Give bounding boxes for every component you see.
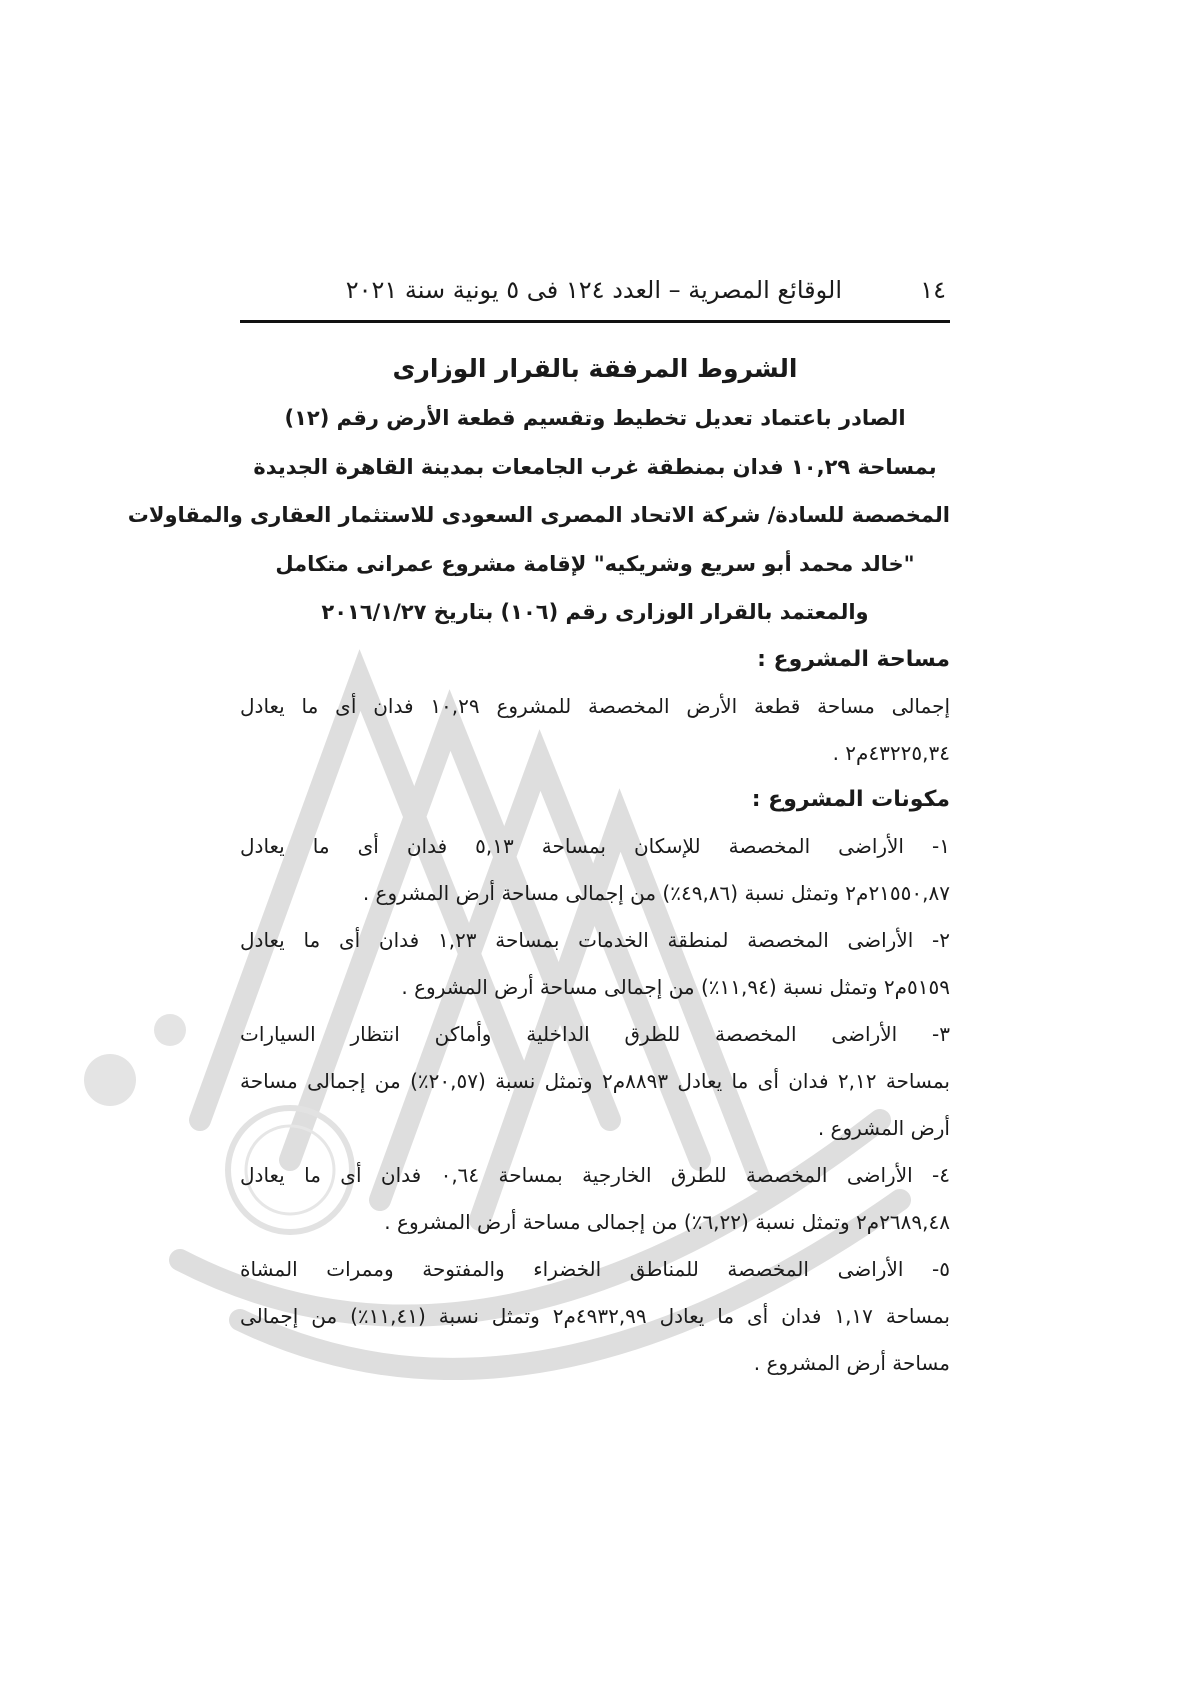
paragraph-line: ٢- الأراضى المخصصة لمنطقة الخدمات بمساحة ١,٢٣ فدان أى ما يعادل (240, 927, 950, 952)
subtitle-line: بمساحة ١٠,٢٩ فدان بمنطقة غرب الجامعات بمدينة القاهرة الجديدة (253, 454, 937, 479)
component-item-1 (240, 823, 950, 917)
paragraph-line: إجمالى مساحة قطعة الأرض المخصصة للمشروع ١٠,٢٩ فدان أى ما يعادل (240, 693, 950, 718)
component-item-4 (240, 1152, 950, 1246)
paragraph-line: أرض المشروع . (817, 1115, 950, 1140)
subtitle-line: والمعتمد بالقرار الوزارى رقم (١٠٦) بتاريخ ٢٠١٦/١/٢٧ (321, 600, 869, 624)
paragraph-line: ٤- الأراضى المخصصة للطرق الخارجية بمساحة ٠,٦٤ فدان أى ما يعادل (240, 1162, 951, 1187)
paragraph-line: ٢١٥٥٠,٨٧م٢ وتمثل نسبة (٤٩,٨٦٪) من إجمالى مساحة أرض المشروع . (362, 880, 950, 905)
paragraph-line: ٥- الأراضى المخصصة للمناطق الخضراء والمفتوحة وممرات المشاة (240, 1256, 950, 1281)
subtitle-line: الصادر باعتماد تعديل تخطيط وتقسيم قطعة الأرض رقم (١٢) (284, 406, 906, 430)
paragraph-line: بمساحة ٢,١٢ فدان أى ما يعادل ٨٨٩٣م٢ وتمثل نسبة (٢٠,٥٧٪) من إجمالى مساحة (240, 1068, 950, 1093)
paragraph-line: ٤٣٢٢٥,٣٤م٢ . (832, 740, 950, 765)
document-body (127, 344, 951, 1387)
gazette-masthead: الوقائع المصرية – العدد ١٢٤ فى ٥ يونية سنة ٢٠٢١ (345, 276, 842, 304)
header-divider (240, 320, 950, 323)
components-heading: مكونات المشروع : (751, 786, 950, 812)
paragraph-line: ٢٦٨٩,٤٨م٢ وتمثل نسبة (٦,٢٢٪) من إجمالى مساحة أرض المشروع . (384, 1209, 950, 1234)
component-item-3 (240, 1011, 950, 1152)
component-item-5 (240, 1246, 950, 1387)
paragraph-line: ٣- الأراضى المخصصة للطرق الداخلية وأماكن انتظار السيارات (240, 1021, 950, 1046)
paragraph-line: مساحة أرض المشروع . (753, 1350, 950, 1375)
paragraph-line: ١- الأراضى المخصصة للإسكان بمساحة ٥,١٣ فدان أى ما يعادل (240, 833, 950, 858)
page-header (240, 268, 950, 318)
paragraph-line: بمساحة ١,١٧ فدان أى ما يعادل ٤٩٣٢,٩٩م٢ وتمثل نسبة (١١,٤١٪) من إجمالى (240, 1303, 950, 1328)
area-heading: مساحة المشروع : (757, 646, 950, 672)
paragraph-line: ٥١٥٩م٢ وتمثل نسبة (١١,٩٤٪) من إجمالى مساحة أرض المشروع . (401, 974, 950, 999)
page-number: ١٤ (920, 276, 946, 304)
area-paragraph (240, 683, 950, 777)
component-item-2 (240, 917, 950, 1011)
subtitle-line: المخصصة للسادة/ شركة الاتحاد المصرى السعودى للاستثمار العقارى والمقاولات (127, 503, 950, 527)
subtitle-line: "خالد محمد أبو سريع وشريكيه" لإقامة مشروع عمرانى متكامل (275, 551, 915, 576)
document-title: الشروط المرفقة بالقرار الوزارى (392, 354, 798, 383)
